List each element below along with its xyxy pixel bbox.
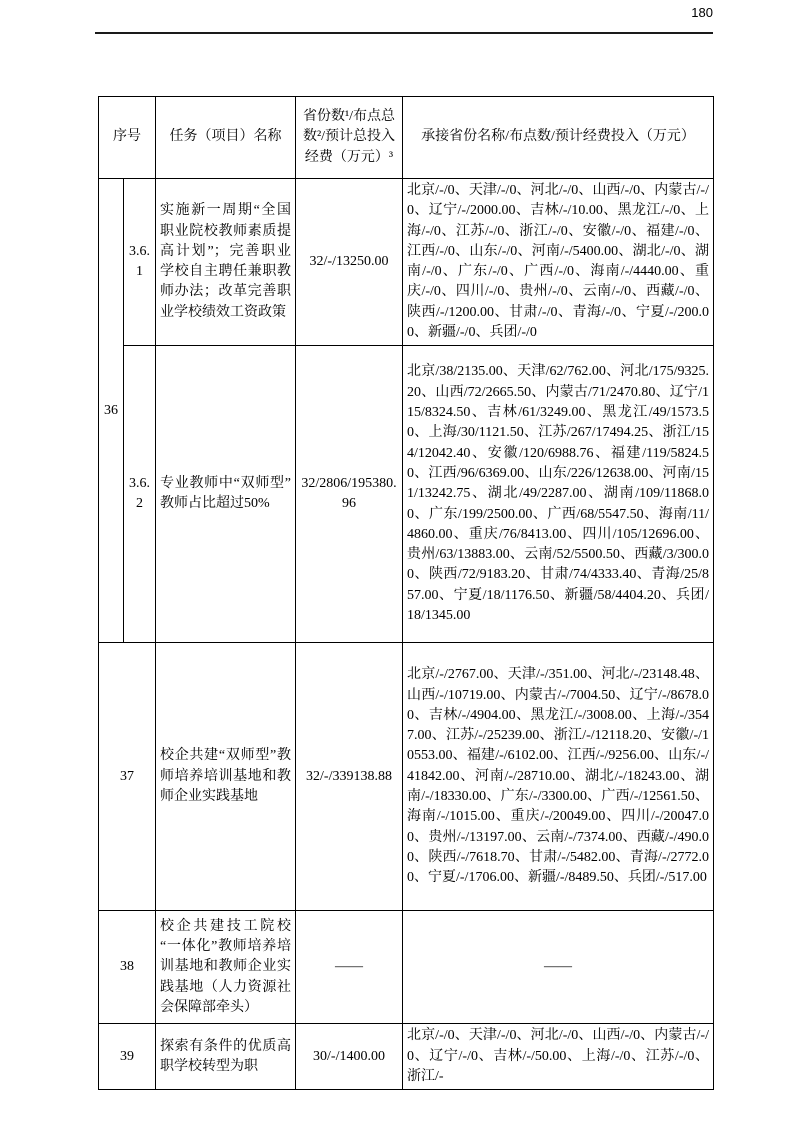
seq-cell: 38 <box>99 911 156 1024</box>
seq-group-cell: 36 <box>99 179 124 643</box>
detail-cell: 北京/38/2135.00、天津/62/762.00、河北/175/9325.20、山西/72/2665.50、内蒙古/71/2470.80、辽宁/115/8324.50、吉林/61/3249.00、黑龙江/49/1573.50、上海/30/1121.50、江苏/267/17494.25、浙江/154/12042.40、安徽/120/6988.76、福建/119/5824.50、江西/96/6369.00、山东/226/12638.00、河南/151/13242.75、湖北/49/2287.00、湖南/109/11868.00、广东/199/2500.00、广西/68/5547.50、海南/11/4860.00、重庆/76/8413.00、四川/105/12696.00、贵州/63/13883.00、云南/52/5500.50、西藏/3/300.00、陕西/72/9183.20、甘肃/74/4333.40、青海/25/857.00、宁夏/18/1176.50、新疆/58/4404.20、兵团/18/1345.00 <box>403 346 714 643</box>
table-row <box>99 911 714 1024</box>
table-row <box>99 1024 714 1090</box>
header-totals: 省份数¹/布点总数²/预计总投入经费（万元）³ <box>296 97 403 179</box>
header-rule <box>95 32 713 34</box>
table-row <box>99 179 714 346</box>
totals-cell: 32/-/339138.88 <box>296 643 403 911</box>
task-cell: 专业教师中“双师型”教师占比超过50% <box>156 346 296 643</box>
header-task: 任务（项目）名称 <box>156 97 296 179</box>
seq-cell: 37 <box>99 643 156 911</box>
table-row <box>99 643 714 911</box>
seq-sub-cell: 3.6.1 <box>124 179 156 346</box>
detail-cell: 北京/-/2767.00、天津/-/351.00、河北/-/23148.48、山西/-/10719.00、内蒙古/-/7004.50、辽宁/-/8678.00、吉林/-/4904.00、黑龙江/-/3008.00、上海/-/3547.00、江苏/-/25239.00、浙江/-/12118.20、安徽/-/10553.00、福建/-/6102.00、江西/-/9256.00、山东/-/41842.00、河南/-/28710.00、湖北/-/18243.00、湖南/-/18330.00、广东/-/3300.00、广西/-/12561.50、海南/-/1015.00、重庆/-/20049.00、四川/-/20047.00、贵州/-/13197.00、云南/-/7374.00、西藏/-/490.00、陕西/-/7618.70、甘肃/-/5482.00、青海/-/2772.00、宁夏/-/1706.00、新疆/-/8489.50、兵团/-/517.00 <box>403 643 714 911</box>
detail-cell: 北京/-/0、天津/-/0、河北/-/0、山西/-/0、内蒙古/-/0、辽宁/-/0、吉林/-/50.00、上海/-/0、江苏/-/0、浙江/- <box>403 1024 714 1090</box>
task-cell: 探索有条件的优质高职学校转型为职 <box>156 1024 296 1090</box>
plan-table <box>98 96 714 1090</box>
detail-cell: 北京/-/0、天津/-/0、河北/-/0、山西/-/0、内蒙古/-/0、辽宁/-/2000.00、吉林/-/10.00、黑龙江/-/0、上海/-/0、江苏/-/0、浙江/-/0、安徽/-/0、福建/-/0、江西/-/0、山东/-/0、河南/-/5400.00、湖北/-/0、湖南/-/0、广东/-/0、广西/-/0、海南/-/4440.00、重庆/-/0、四川/-/0、贵州/-/0、云南/-/0、西藏/-/0、陕西/-/1200.00、甘肃/-/0、青海/-/0、宁夏/-/200.00、新疆/-/0、兵团/-/0 <box>403 179 714 346</box>
header-detail: 承接省份名称/布点数/预计经费投入（万元） <box>403 97 714 179</box>
page-number: 180 <box>691 5 713 20</box>
totals-cell: 30/-/1400.00 <box>296 1024 403 1090</box>
totals-cell: 32/2806/195380.96 <box>296 346 403 643</box>
table-header-row <box>99 97 714 179</box>
seq-cell: 39 <box>99 1024 156 1090</box>
detail-cell: —— <box>403 911 714 1024</box>
totals-cell: —— <box>296 911 403 1024</box>
task-cell: 校企共建技工院校“一体化”教师培养培训基地和教师企业实践基地（人力资源社会保障部牵头） <box>156 911 296 1024</box>
table-row <box>99 346 714 643</box>
task-cell: 校企共建“双师型”教师培养培训基地和教师企业实践基地 <box>156 643 296 911</box>
seq-sub-cell: 3.6.2 <box>124 346 156 643</box>
totals-cell: 32/-/13250.00 <box>296 179 403 346</box>
header-seq: 序号 <box>99 97 156 179</box>
task-cell: 实施新一周期“全国职业院校教师素质提高计划”；完善职业学校自主聘任兼职教师办法；改革完善职业学校绩效工资政策 <box>156 179 296 346</box>
